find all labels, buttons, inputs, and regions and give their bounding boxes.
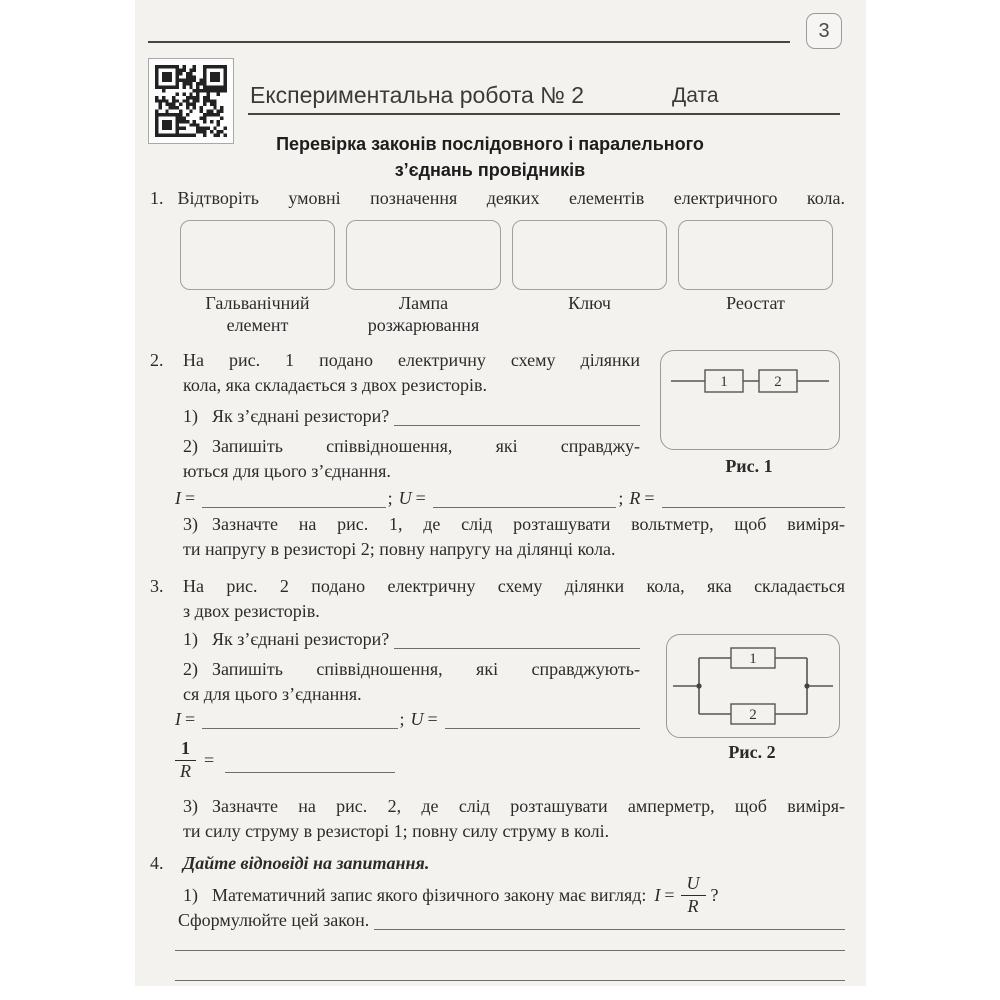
symbol-label-galvanic-cell: Гальванічний елемент [205,293,310,335]
figure-2 [666,634,840,738]
sub-number: 1) [183,629,198,649]
qr-code-icon [155,65,227,137]
question-4-number: 4. [150,853,164,873]
symbol-box-lamp [346,220,501,290]
question-1-number: 1. [150,188,164,208]
resistor-2-label: 2 [749,707,757,723]
page-number-badge [806,13,842,49]
sub-text-line-2: ся для цього з’єднання. [183,684,362,704]
question-1 [150,186,845,211]
var-I: I [175,709,181,729]
question-2 [150,348,640,398]
figure-1 [660,350,840,450]
resistor-2-label: 2 [774,374,782,390]
question-3-number: 3. [150,576,164,596]
top-rule [148,41,790,43]
figure-1-caption: Рис. 1 [725,456,773,476]
answer-line-blank-1 [175,950,845,951]
sub-text: Як з’єднані резистори? [212,406,390,426]
var-I: I [654,884,661,905]
prompt-text: Сформулюйте цей закон. [178,910,370,930]
question-2-text-line-2: кола, яка складається з двох резисторів. [183,375,487,395]
symbol-box-galvanic-cell [180,220,335,290]
worksheet-header [248,82,840,112]
sub-number: 1) [183,884,198,905]
sub-number: 2) [183,659,198,679]
question-2-sub-2 [183,434,640,484]
question-3-text-line-1: На рис. 2 подано електричну схему ділянки кола, яка складається [183,576,845,596]
question-2-text-line-1: На рис. 1 подано електричну схему ділянки [183,350,640,370]
series-circuit-diagram [661,351,839,449]
var-U: U [398,488,412,508]
answer-line [369,908,845,933]
question-2-number: 2. [150,350,164,370]
subtitle-line-1: Перевірка законів послідовного і паралельного [276,134,704,154]
answer-line-U [428,486,617,511]
question-4-text: Дайте відповіді на запитання. [183,853,430,873]
sub-number: 3) [183,514,198,534]
question-2-sub-3 [183,512,845,562]
worksheet-page [135,0,866,986]
date-label: Дата [672,84,719,107]
symbol-label-switch: Ключ [568,293,611,313]
symbol-label-rheostat: Реостат [726,293,785,313]
figure-2-caption: Рис. 2 [728,742,776,762]
symbol-box-labels [180,292,833,336]
sub-text-line-2: ти напругу в резисторі 2; повну напругу на ділянці кола. [183,539,616,559]
answer-line [389,627,640,652]
sub-text-line-2: ються для цього з’єднання. [183,461,391,481]
question-3 [150,574,845,624]
question-3-fraction-row: $\frac{1}{R}$ = [175,736,214,784]
question-4-sub-1: 1) Математичний запис якого фізичного закону має вигляд: I = $\frac{U}{R}$ ? [183,872,719,916]
resistor-1-label: 1 [720,374,728,390]
answer-line-1-over-R [225,772,395,773]
answer-line-I [197,707,397,732]
var-U: U [410,709,424,729]
sub-text-line-2: ти силу струму в резисторі 1; повну силу струму в колі. [183,821,610,841]
ohms-law-fraction: $\frac{U}{R}$ [681,874,706,917]
question-1-text: Відтворіть умовні позначення деяких елементів електричного кола. [177,188,845,208]
question-3-sub-2 [183,657,640,707]
answer-line [389,404,640,429]
question-3-sub-3 [183,794,845,844]
sub-number: 3) [183,796,198,816]
resistor-1-label: 1 [749,651,757,667]
symbol-boxes [180,220,833,290]
sub-text: Математичний запис якого фізичного закону має вигляд: [212,884,647,905]
worksheet-subtitle [235,131,745,183]
answer-line-U [440,707,640,732]
symbol-box-rheostat [678,220,833,290]
question-4-prompt [178,908,845,933]
subtitle-line-2: з’єднань провідників [394,160,586,180]
fraction-1-over-R: $\frac{1}{R}$ [175,739,196,782]
worksheet-title: Експериментальна робота № 2 [250,82,585,108]
question-3-text-line-2: з двох резисторів. [183,601,320,621]
question-3-sub-1 [183,627,640,652]
parallel-circuit-diagram [667,635,839,737]
sub-text-line-1: Зазначте на рис. 2, де слід розташувати амперметр, щоб виміря- [212,796,845,816]
page-number: 3 [818,19,830,42]
header-rule [248,113,840,115]
symbol-label-lamp: Лампа розжарювання [367,293,480,335]
sub-text-line-1: Зазначте на рис. 1, де слід розташувати вольтметр, щоб виміря- [212,514,845,534]
symbol-box-switch [512,220,667,290]
question-2-sub-1 [183,404,640,429]
sub-number: 2) [183,436,198,456]
answer-line-I [197,486,386,511]
question-2-formula-row: I = ; U = ; R = [175,486,845,511]
sub-number: 1) [183,406,198,426]
sub-text-line-1: Запишіть співвідношення, які справджують- [212,659,640,679]
sub-text: Як з’єднані резистори? [212,629,390,649]
answer-line-blank-2 [175,980,845,981]
answer-line-R [657,486,846,511]
var-R: R [629,488,641,508]
qr-code [148,58,234,144]
var-I: I [175,488,181,508]
question-3-formula-row: I = ; U = [175,707,640,732]
sub-text-line-1: Запишіть співвідношення, які справджу- [212,436,640,456]
